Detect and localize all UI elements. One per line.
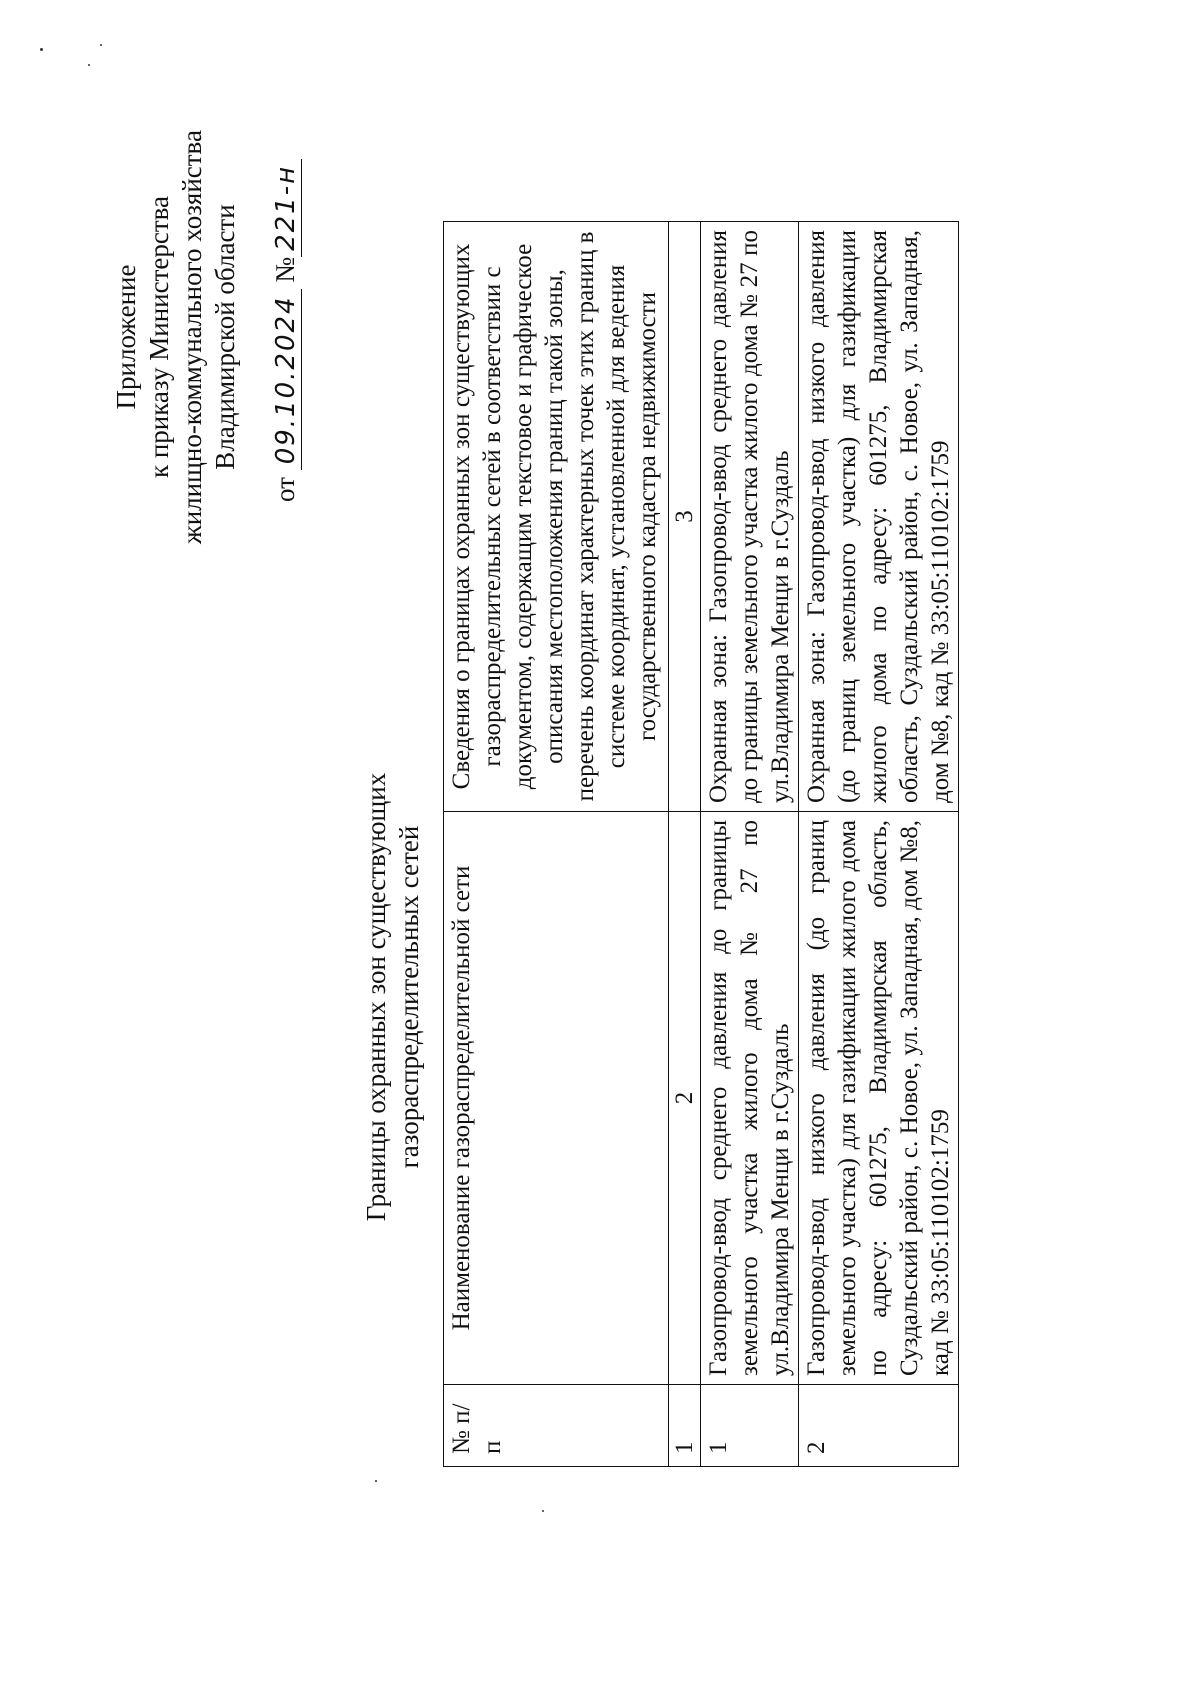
row-zone-info: Охранная зона: Газопровод-ввод низкого давления (до границ земельного участка) для газификации жилого дома по адресу: 601275, Владимирская область, Суздальский район, с. Новое, ул. Западная, дом №8, кад № 33:05:110102:1759: [799, 222, 959, 812]
column-number: 2: [669, 812, 701, 1385]
order-number: 221-н: [271, 159, 302, 257]
zones-table: [443, 221, 959, 1467]
appendix-line-3: Владимирской области: [210, 204, 240, 470]
order-date: 09.10.2024: [271, 289, 302, 470]
title-line-2: газораспределительных сетей: [394, 825, 424, 1169]
table-column-numbers-row: [669, 222, 701, 1467]
header-zone-info: Сведения о границах охранных зон существующих газораспределительных сетей в соответствии с документом, содержащим текстовое и графическое описания местоположения границ такой зоны, перечень координат характерных точек этих границ в системе координат, установленной для ведения государственного кадастра недвижимости: [444, 222, 669, 812]
table-row: [799, 222, 959, 1467]
appendix-line-2: жилищно-коммунального хозяйства: [177, 130, 207, 544]
column-number: 3: [669, 222, 701, 812]
number-label: №: [270, 256, 300, 283]
order-line: [270, 159, 301, 502]
table-row: [701, 222, 799, 1467]
row-num: 2: [799, 1385, 959, 1467]
appendix-title: Приложение: [111, 264, 141, 410]
table-header-row: [444, 222, 669, 1467]
header-name: Наименование газораспределительной сети: [444, 812, 669, 1385]
column-number: 1: [669, 1385, 701, 1467]
appendix-line-1: к приказу Министерства: [144, 195, 174, 479]
title-line-1: Границы охранных зон существующих: [361, 772, 391, 1222]
row-num: 1: [701, 1385, 799, 1467]
document-title: [360, 717, 426, 1277]
appendix-block: [110, 127, 242, 547]
order-prefix: от: [270, 477, 300, 502]
row-network-name: Газопровод-ввод среднего давления до границы земельного участка жилого дома № 27 по ул.Владимира Менци в г.Суздаль: [701, 812, 799, 1385]
header-num: № п/п: [444, 1385, 669, 1467]
row-network-name: Газопровод-ввод низкого давления (до границ земельного участка) для газификации жилого дома по адресу: 601275, Владимирская область, Суздальский район, с. Новое, ул. Западная, дом №8, кад № 33:05:110102:1759: [799, 812, 959, 1385]
row-zone-info: Охранная зона: Газопровод-ввод среднего давления до границы земельного участка жилого дома № 27 по ул.Владимира Менци в г.Суздаль: [701, 222, 799, 812]
